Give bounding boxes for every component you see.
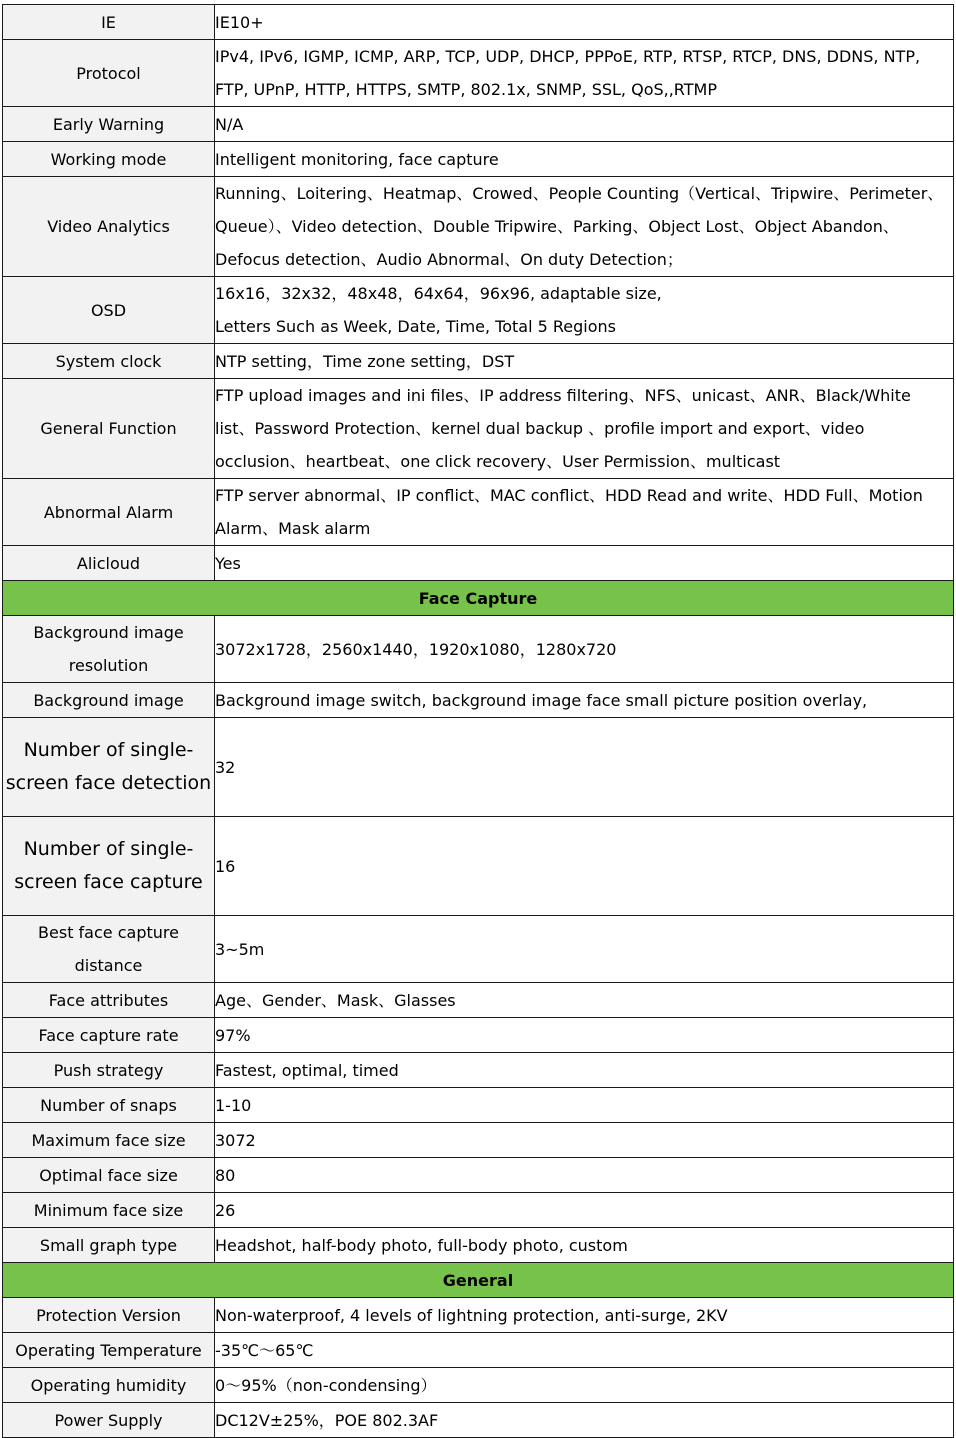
spec-row — [3, 1228, 954, 1263]
spec-value: 3072x1728，2560x1440，1920x1080，1280x720 — [215, 616, 954, 683]
spec-label: Face capture rate — [3, 1018, 215, 1053]
spec-value: Yes — [215, 546, 954, 581]
spec-label: Face attributes — [3, 983, 215, 1018]
spec-value: DC12V±25%，POE 802.3AF — [215, 1403, 954, 1438]
spec-row — [3, 1088, 954, 1123]
spec-label: Push strategy — [3, 1053, 215, 1088]
spec-row — [3, 1018, 954, 1053]
spec-label: Optimal face size — [3, 1158, 215, 1193]
spec-row — [3, 683, 954, 718]
spec-value: 3~5m — [215, 916, 954, 983]
spec-value: Non-waterproof, 4 levels of lightning protection, anti-surge, 2KV — [215, 1298, 954, 1333]
spec-label: Power Supply — [3, 1403, 215, 1438]
spec-row — [3, 479, 954, 546]
spec-value: IE10+ — [215, 5, 954, 40]
spec-value: FTP upload images and ini files、IP address filtering、NFS、unicast、ANR、Black/White list、Password Protection、kernel dual backup 、profile import and export、video occlusion、heartbeat、one click recovery、User Permission、multicast — [215, 379, 954, 479]
spec-value: FTP server abnormal、IP conflict、MAC conflict、HDD Read and write、HDD Full、Motion Alarm、Mask alarm — [215, 479, 954, 546]
spec-row — [3, 983, 954, 1018]
section-title: General — [3, 1263, 954, 1298]
spec-label: Number of single-screen face detection — [3, 718, 215, 817]
spec-value: Background image switch, background image face small picture position overlay, — [215, 683, 954, 718]
spec-label: Protection Version — [3, 1298, 215, 1333]
spec-label: Background image resolution — [3, 616, 215, 683]
spec-value: Fastest, optimal, timed — [215, 1053, 954, 1088]
spec-label: Video Analytics — [3, 177, 215, 277]
spec-row — [3, 1123, 954, 1158]
spec-value: NTP setting，Time zone setting，DST — [215, 344, 954, 379]
spec-value: Running、Loitering、Heatmap、Crowed、People Counting（Vertical、Tripwire、Perimeter、Queue）、Video detection、Double Tripwire、Parking、Object Lost、Object Abandon、Defocus detection、Audio Abnormal、On duty Detection； — [215, 177, 954, 277]
spec-table — [2, 4, 954, 1438]
spec-value: -35℃～65℃ — [215, 1333, 954, 1368]
spec-label: Background image — [3, 683, 215, 718]
spec-row — [3, 1368, 954, 1403]
spec-label: OSD — [3, 277, 215, 344]
spec-label: Best face capture distance — [3, 916, 215, 983]
spec-row — [3, 1333, 954, 1368]
section-title: Face Capture — [3, 581, 954, 616]
spec-row — [3, 40, 954, 107]
spec-value-line: 16x16，32x32，48x48，64x64，96x96, adaptable size, — [215, 284, 662, 303]
section-header-row — [3, 581, 954, 616]
spec-row — [3, 107, 954, 142]
spec-label: Protocol — [3, 40, 215, 107]
spec-label: Operating humidity — [3, 1368, 215, 1403]
spec-value: IPv4, IPv6, IGMP, ICMP, ARP, TCP, UDP, DHCP, PPPoE, RTP, RTSP, RTCP, DNS, DDNS, NTP, FTP, UPnP, HTTP, HTTPS, SMTP, 802.1x, SNMP, SSL, QoS,,RTMP — [215, 40, 954, 107]
spec-label: Alicloud — [3, 546, 215, 581]
spec-label: Early Warning — [3, 107, 215, 142]
spec-row — [3, 1403, 954, 1438]
spec-label: Number of snaps — [3, 1088, 215, 1123]
spec-row — [3, 277, 954, 344]
spec-row — [3, 379, 954, 479]
section-header-row — [3, 1263, 954, 1298]
spec-label: IE — [3, 5, 215, 40]
spec-value: 80 — [215, 1158, 954, 1193]
spec-value: Headshot, half-body photo, full-body photo, custom — [215, 1228, 954, 1263]
spec-value — [215, 277, 954, 344]
spec-value: N/A — [215, 107, 954, 142]
spec-row — [3, 1053, 954, 1088]
spec-row — [3, 344, 954, 379]
spec-label: Number of single-screen face capture — [3, 817, 215, 916]
spec-row — [3, 916, 954, 983]
spec-row — [3, 1158, 954, 1193]
spec-label: Maximum face size — [3, 1123, 215, 1158]
spec-label: Abnormal Alarm — [3, 479, 215, 546]
spec-value: Age、Gender、Mask、Glasses — [215, 983, 954, 1018]
spec-row — [3, 546, 954, 581]
spec-value: Intelligent monitoring, face capture — [215, 142, 954, 177]
spec-row — [3, 1193, 954, 1228]
spec-value: 16 — [215, 817, 954, 916]
spec-value: 26 — [215, 1193, 954, 1228]
spec-label: Minimum face size — [3, 1193, 215, 1228]
spec-value-line: Letters Such as Week, Date, Time, Total 5 Regions — [215, 317, 616, 336]
spec-value: 1-10 — [215, 1088, 954, 1123]
spec-label: Operating Temperature — [3, 1333, 215, 1368]
spec-row — [3, 1298, 954, 1333]
spec-label: System clock — [3, 344, 215, 379]
spec-value: 97% — [215, 1018, 954, 1053]
spec-row — [3, 718, 954, 817]
spec-value: 32 — [215, 718, 954, 817]
spec-label: Small graph type — [3, 1228, 215, 1263]
spec-label: General Function — [3, 379, 215, 479]
spec-row — [3, 142, 954, 177]
spec-value: 3072 — [215, 1123, 954, 1158]
spec-label: Working mode — [3, 142, 215, 177]
spec-row — [3, 616, 954, 683]
spec-row — [3, 177, 954, 277]
spec-row — [3, 817, 954, 916]
spec-value: 0～95%（non-condensing） — [215, 1368, 954, 1403]
spec-row — [3, 5, 954, 40]
